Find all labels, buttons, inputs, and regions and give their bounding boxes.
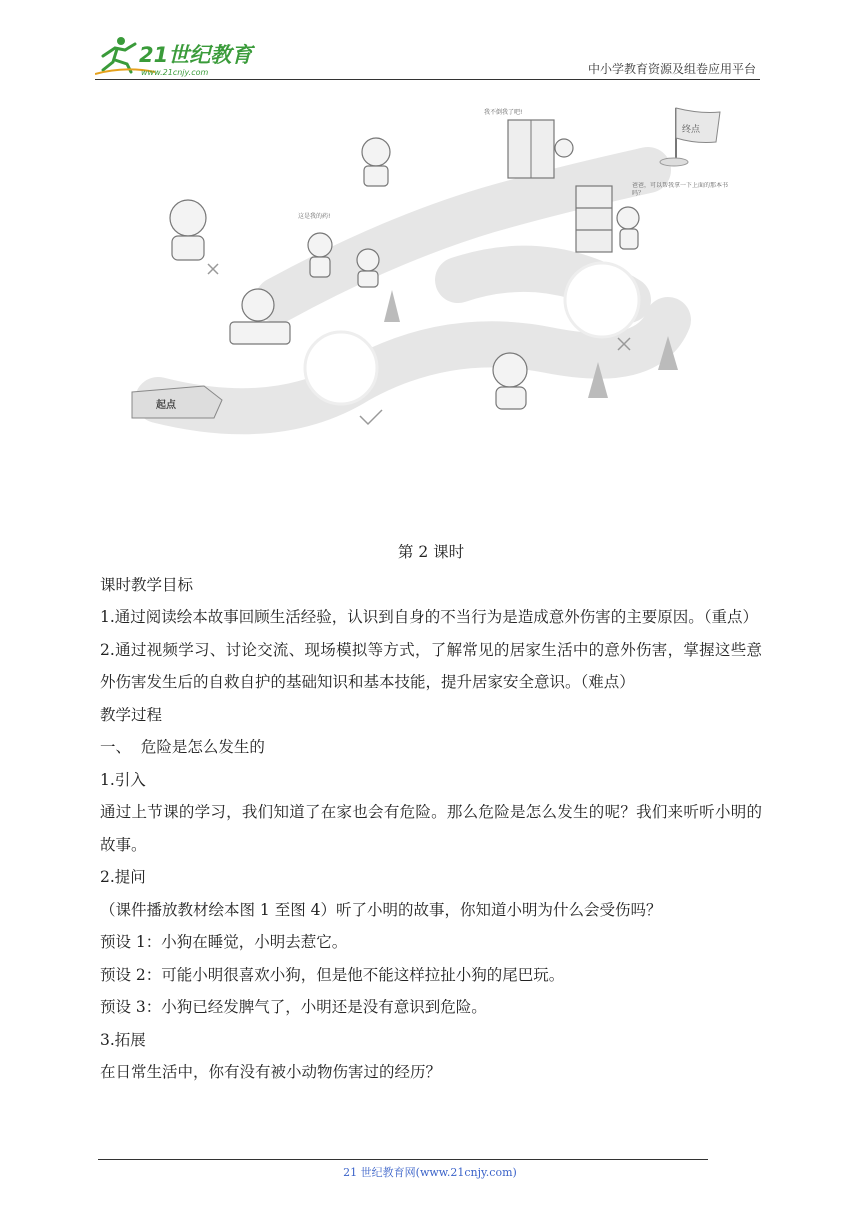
bookshelf: [576, 186, 612, 252]
lesson-title: 第 2 课时: [397, 543, 465, 561]
header-divider: [95, 79, 760, 80]
step-text: 通过上节课的学习，我们知道了在家也会有危险。那么危险是怎么发生的呢？我们来听听小明的故事。: [100, 803, 762, 854]
section-heading: 一、 危险是怎么发生的: [100, 738, 265, 756]
empty-circle: [565, 263, 639, 337]
step-heading: 1.引入: [100, 770, 146, 789]
start-sign: [132, 386, 222, 418]
board-game-illustration: [128, 100, 732, 435]
preset-answer: 预设 3：小狗已经发脾气了，小明还是没有意识到危险。: [100, 998, 487, 1016]
footer-link[interactable]: 21 世纪教育网(www.21cnjy.com): [343, 1166, 517, 1179]
empty-circle: [305, 332, 377, 404]
step-text: （课件播放教材绘本图 1 至图 4）听了小明的故事，你知道小明为什么会受伤吗？: [100, 900, 662, 919]
speech-bubble: 这是我的药!: [298, 213, 331, 220]
platform-name: 中小学教育资源及组卷应用平台: [587, 62, 756, 76]
end-label: 终点: [682, 125, 701, 135]
step-heading: 2.提问: [100, 868, 146, 886]
step-text: 在日常生活中，你有没有被小动物伤害过的经历？: [100, 1063, 442, 1081]
logo: [95, 34, 255, 78]
start-label: 起点: [156, 400, 176, 411]
page-header: [95, 30, 760, 80]
speech-bubble: 爸爸，可以帮我拿一下上面的那本书吗？: [632, 182, 728, 197]
speech-bubble: 我不倒我了吧!: [484, 109, 523, 116]
process-heading: 教学过程: [100, 705, 163, 724]
objectives-heading: 课时教学目标: [100, 575, 194, 594]
objective-2: 2.通过视频学习、讨论交流、现场模拟等方式，了解常见的居家生活中的意外伤害，掌握这些意外伤害发生后的自救自护的基础知识和基本技能，提升居家安全意识。（难点）: [100, 640, 762, 691]
logo-url: www.21cnjy.com: [141, 68, 209, 77]
preset-answer: 预设 2：可能小明很喜欢小狗，但是他不能这样拉扯小狗的尾巴玩。: [100, 965, 565, 984]
footer-divider: [98, 1159, 708, 1160]
lesson-content: [100, 536, 762, 1089]
objective-1: 1.通过阅读绘本故事回顾生活经验，认识到自身的不当行为是造成意外伤害的主要原因。（重点）: [100, 608, 759, 626]
logo-text: 21世纪教育: [139, 43, 253, 67]
preset-answer: 预设 1：小狗在睡觉，小明去惹它。: [100, 933, 348, 951]
step-heading: 3.拓展: [100, 1030, 146, 1049]
